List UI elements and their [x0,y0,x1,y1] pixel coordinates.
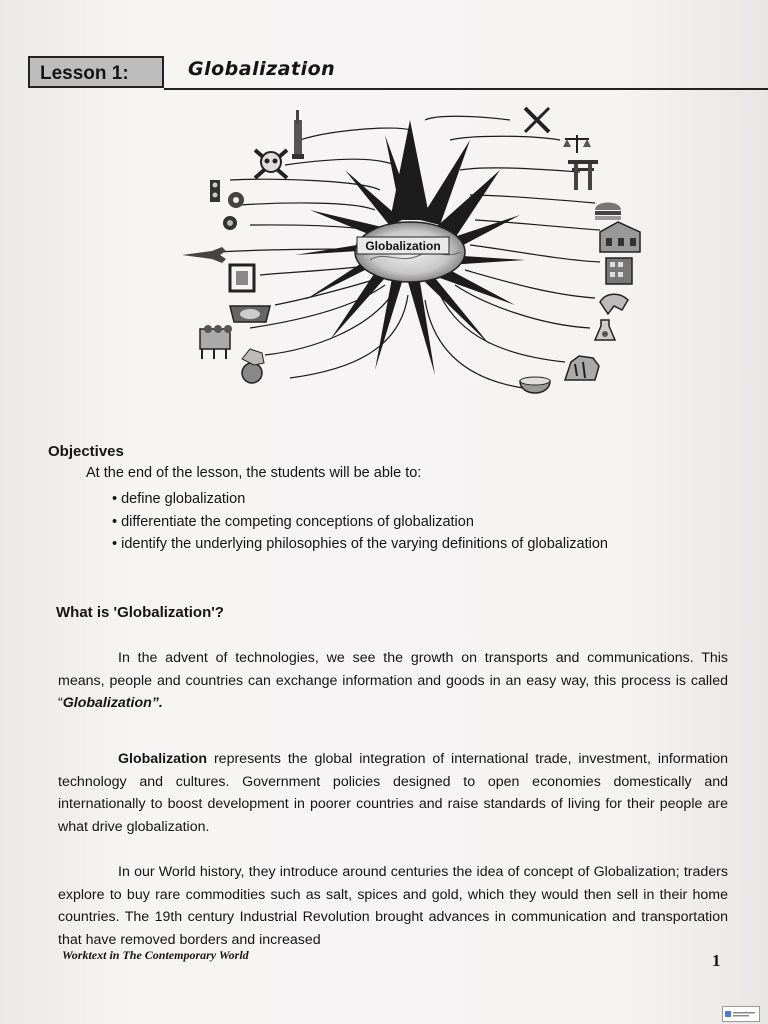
section-heading: What is 'Globalization'? [56,604,224,621]
paragraph-1 [58,647,728,715]
page-number: 1 [712,951,721,970]
paragraph-2-lead: Globalization [118,751,208,767]
paragraph-3: In our World history, they introduce around centuries the idea of concept of Globalization; traders explore to buy rare commodities such as salt, spices and gold, which they would then sell in their home countries. The 19th century Industrial Revolution brought advances in communication and transportation that have removed borders and increased [58,864,728,948]
globe-bottom-icon [242,349,264,383]
list-item: • define globalization [112,491,246,507]
lesson-label: Lesson 1: [28,56,164,88]
food-bowl-icon [520,377,550,393]
airplane-top-icon [525,108,549,132]
animal-icon [600,294,628,314]
objective-text: differentiate the competing conceptions of globalization [121,513,474,530]
diagram-svg [170,100,660,410]
globalization-diagram [170,100,660,410]
objective-text: define globalization [121,491,246,507]
footer-book-title: Worktext in The Contemporary World [62,948,249,962]
objectives-intro: At the end of the lesson, the students will be able to: [86,465,422,481]
list-item: • differentiate the competing conceptions of globalization [112,513,474,530]
paragraph-2-text: represents the global integration of international trade, investment, information technology and cultures. Government policies designed to open economies domestically and internationally to boost development in poorer countries and raise standards of living for their people are what drive globalization. [58,751,728,835]
tiger-icon [565,356,599,380]
lesson-header [28,56,768,92]
lesson-title: Globalization [188,58,336,80]
scanner-watermark-icon [722,1006,760,1022]
scales-icon [563,135,591,153]
flask-icon [595,320,615,340]
dollar-bill-icon [230,265,254,291]
objectives-list [112,488,608,556]
header-rule [164,88,768,90]
building-icon [606,258,632,284]
traffic-light-icon [210,180,220,202]
objectives-heading: Objectives [48,443,124,460]
list-item: • identify the underlying philosophies of the varying definitions of globalization [112,536,608,552]
factory-icon [600,222,640,252]
paragraph-2 [58,748,728,838]
map-icon [230,306,270,322]
statue-of-liberty-icon [292,110,304,159]
gear-icon [228,192,244,208]
paragraph-1-emphasis: Globalization”. [62,695,163,712]
money-icon [223,216,237,230]
torii-icon [568,160,598,190]
people-icon [200,325,232,359]
globe-label: Globalization [365,239,441,253]
globe [355,222,465,282]
skull-crossbones-icon [255,150,287,178]
burger-icon [595,203,621,221]
objective-text: identify the underlying philosophies of the varying definitions of globalization [121,536,608,552]
airplane-icon [182,247,226,263]
paragraph-1-text: In the advent of technologies, we see the growth on transports and communications. This means, people and countries can exchange information and goods in an easy way, this process is called “ [58,650,728,712]
